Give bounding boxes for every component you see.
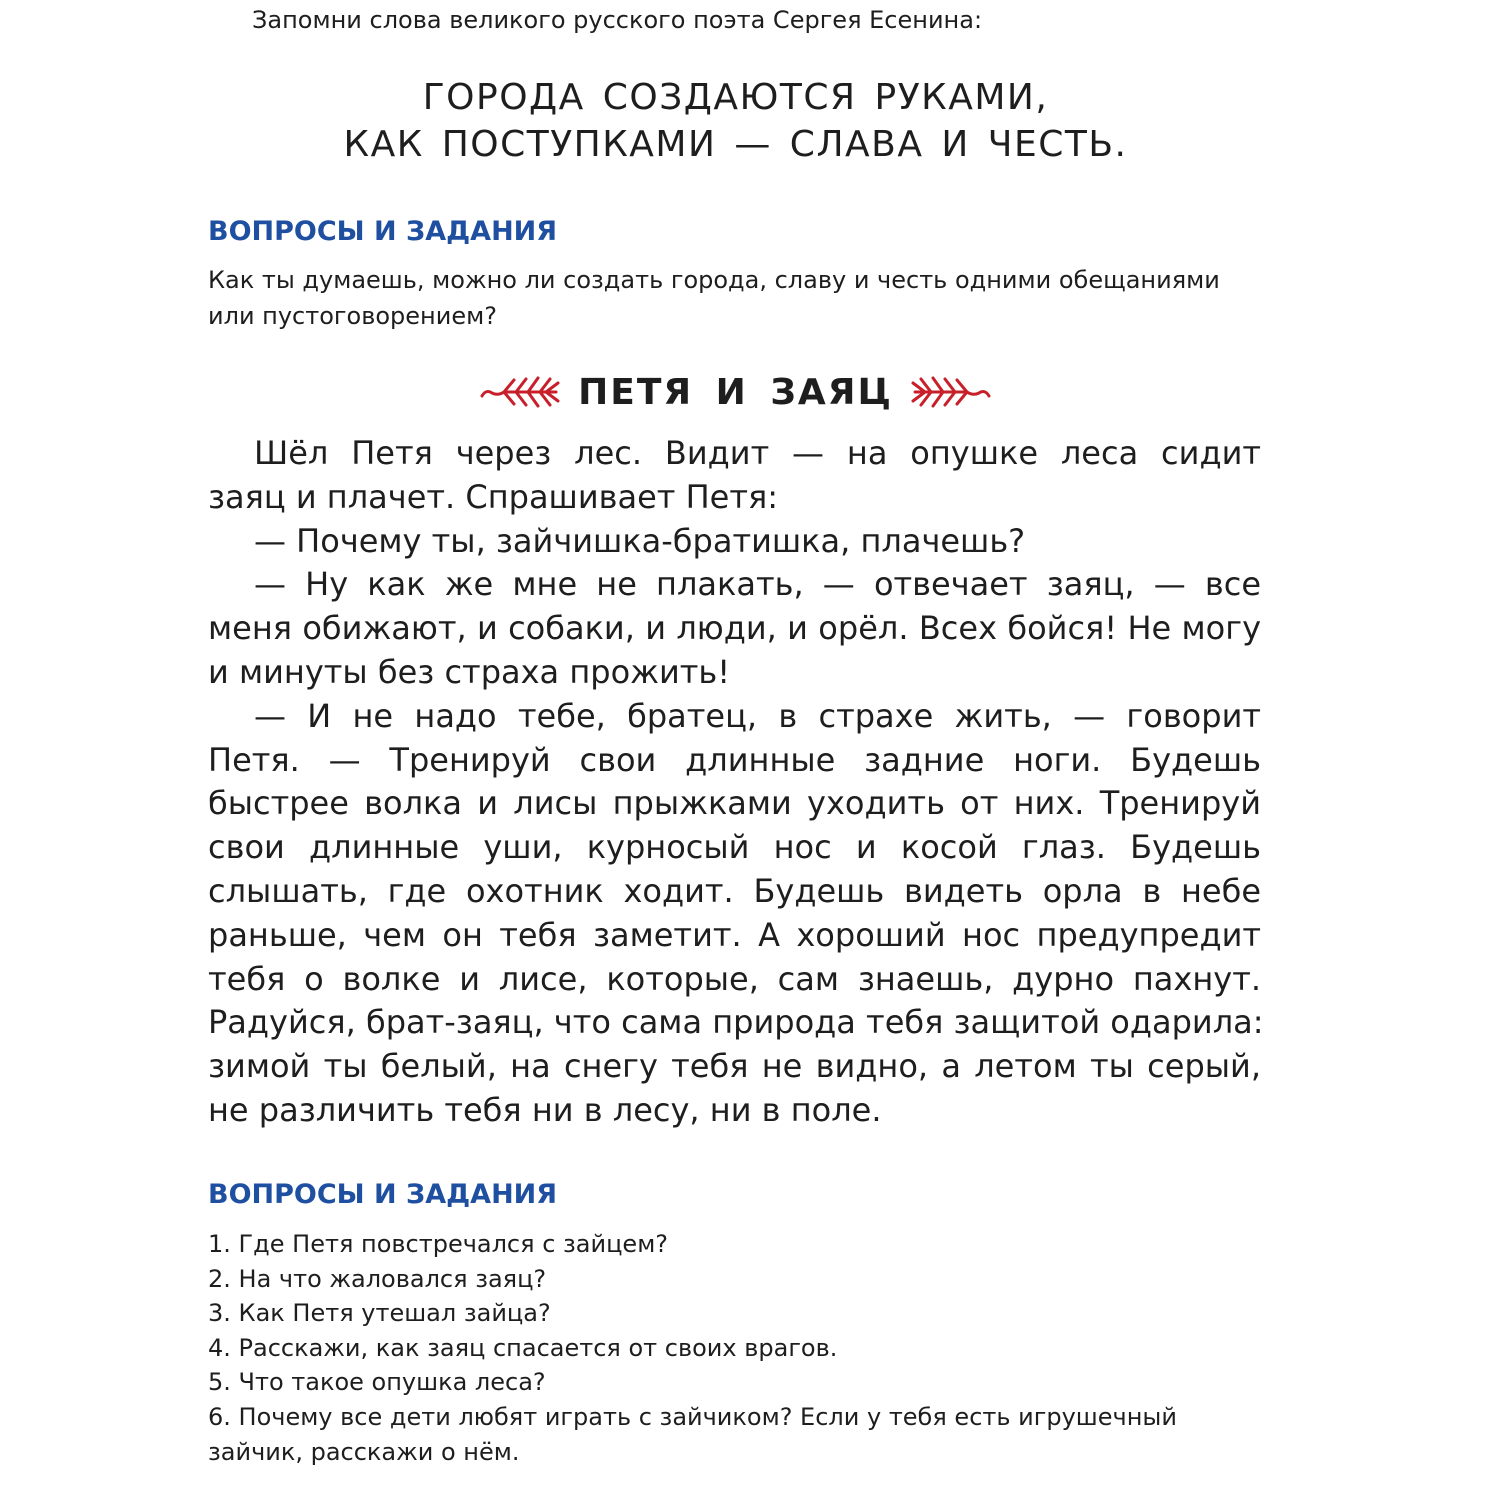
questions-list xyxy=(208,1227,1268,1469)
story-line: меня обижают, и собаки, и люди, и орёл. Всех бойся! Не могу xyxy=(208,609,1261,648)
quote-line-2: КАК ПОСТУПКАМИ — СЛАВА И ЧЕСТЬ. xyxy=(343,124,1128,165)
story-title-row xyxy=(208,362,1263,422)
questions-heading-1: ВОПРОСЫ И ЗАДАНИЯ xyxy=(208,216,558,247)
story-line: заяц и плачет. Спрашивает Петя: xyxy=(208,477,779,516)
story-line: — Ну как же мне не плакать, — отвечает заяц, — все xyxy=(254,565,1261,604)
leaf-sprig-left-icon xyxy=(480,371,560,413)
quote-line-1: ГОРОДА СОЗДАЮТСЯ РУКАМИ, xyxy=(422,77,1049,118)
question-item: 4. Расскажи, как заяц спасается от своих врагов. xyxy=(208,1333,838,1362)
leaf-sprig-right-icon xyxy=(911,371,991,413)
question-item: 2. На что жаловался заяц? xyxy=(208,1264,547,1293)
story-text xyxy=(208,432,1264,1133)
question-item: 3. Как Петя утешал зайца? xyxy=(208,1299,551,1328)
questions-heading-2: ВОПРОСЫ И ЗАДАНИЯ xyxy=(208,1179,558,1210)
question-1-line: Как ты думаешь, можно ли создать города, славу и честь одними обещаниями xyxy=(208,266,1220,294)
question-item: зайчик, расскажи о нём. xyxy=(208,1437,520,1466)
question-item: 6. Почему все дети любят играть с зайчиком? Если у тебя есть игрушечный xyxy=(208,1402,1177,1431)
question-1-text xyxy=(208,262,1268,334)
story-title: ПЕТЯ И ЗАЯЦ xyxy=(578,371,893,413)
intro-text: Запомни слова великого русского поэта Сергея Есенина: xyxy=(252,6,983,34)
story-line: Радуйся, брат-заяц, что сама природа тебя защитой одарила: xyxy=(208,1003,1264,1042)
story-line: — И не надо тебе, братец, в страхе жить, — говорит xyxy=(254,696,1261,735)
story-line: зимой ты белый, на снегу тебя не видно, а летом ты серый, xyxy=(208,1047,1261,1086)
story-line: не различить тебя ни в лесу, ни в поле. xyxy=(208,1090,882,1129)
esenin-quote xyxy=(208,74,1263,168)
story-line: Шёл Петя через лес. Видит — на опушке леса сидит xyxy=(254,434,1261,472)
question-item: 5. Что такое опушка леса? xyxy=(208,1368,546,1397)
story-line: свои длинные уши, курносый нос и косой глаз. Будешь xyxy=(208,828,1261,867)
story-line: тебя о волке и лисе, которые, сам знаешь, дурно пахнут. xyxy=(208,959,1261,998)
story-line: и минуты без страха прожить! xyxy=(208,652,731,691)
story-line: быстрее волка и лисы прыжками уходить от них. Тренируй xyxy=(208,784,1261,823)
story-line: раньше, чем он тебя заметит. А хороший нос предупредит xyxy=(208,915,1261,954)
question-1-line: или пустоговорением? xyxy=(208,302,497,330)
story-line: — Почему ты, зайчишка-братишка, плачешь? xyxy=(254,521,1026,560)
story-line: Петя. — Тренируй свои длинные задние ноги. Будешь xyxy=(208,740,1261,779)
question-item: 1. Где Петя повстречался с зайцем? xyxy=(208,1230,669,1258)
story-line: слышать, где охотник ходит. Будешь видеть орла в небе xyxy=(208,871,1261,910)
